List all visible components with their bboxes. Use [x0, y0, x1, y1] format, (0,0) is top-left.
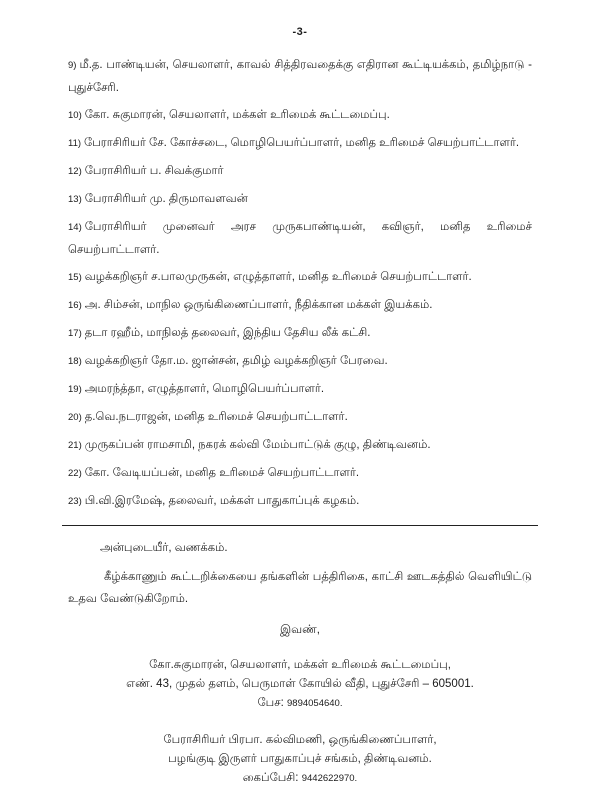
page-number: -3-: [292, 26, 308, 38]
salutation: அன்புடையீர், வணக்கம்.: [100, 542, 228, 554]
signature-phone-line: [68, 769, 532, 788]
list-item-text: கோ. வேடியப்பன், மனித உரிமைச் செயற்பாட்டாளர்.: [84, 467, 360, 479]
list-item-text: வழக்கறிஞர் ச.பாலமுருகன், எழுத்தாளர், மனித உரிமைச் செயற்பாட்டாளர்.: [84, 271, 472, 283]
list-item-text: த.வெ.நடராஜன், மனித உரிமைச் செயற்பாட்டாளர்.: [84, 411, 348, 423]
list-item: [68, 54, 532, 99]
list-item: [68, 350, 532, 373]
phone-number: 9894054640.: [287, 698, 343, 709]
signature-block-2: [68, 731, 532, 788]
signature-block-1: [68, 656, 532, 713]
list-item-number: 20): [68, 412, 82, 423]
list-item: [68, 462, 532, 485]
signature-name-line: பேராசிரியர் பிரபா. கல்விமணி, ஒருங்கிணைப்பாளர்,: [163, 734, 437, 746]
list-item: [68, 434, 532, 457]
list-item-text: வழக்கறிஞர் தோ.ம. ஜான்சன், தமிழ் வழக்கறிஞர் பேரவை.: [84, 355, 388, 367]
separator-line: [62, 525, 538, 526]
list-item: [68, 132, 532, 155]
list-item-number: 16): [68, 300, 82, 311]
list-item-number: 14): [68, 222, 82, 233]
list-item: [68, 322, 532, 345]
signature-org-line: பழங்குடி இருளர் பாதுகாப்புச் சங்கம், திண்டிவனம்.: [168, 753, 432, 765]
list-item-text: பேராசிரியர் சே. கோச்சடை, மொழிபெயர்ப்பாளர், மனித உரிமைச் செயற்பாட்டாளர்.: [84, 137, 520, 149]
list-item-number: 22): [68, 468, 82, 479]
list-item: [68, 490, 532, 513]
list-item-number: 23): [68, 496, 82, 507]
list-item-text: பேராசிரியர் முனைவர் அரச முருகபாண்டியன், கவிஞர், மனித உரிமைச் செயற்பாட்டாளர்.: [68, 221, 532, 256]
list-item: [68, 266, 532, 289]
list-item: [68, 188, 532, 211]
list-item-number: 12): [68, 166, 82, 177]
list-item: [68, 294, 532, 317]
list-item-number: 19): [68, 384, 82, 395]
list-item-text: கோ. சுகுமாரன், செயலாளர், மக்கள் உரிமைக் கூட்டமைப்பு.: [84, 109, 390, 121]
list-item-text: பி.வி.இரமேஷ், தலைவர், மக்கள் பாதுகாப்புக் கழகம்.: [84, 495, 360, 507]
list-item-text: பேராசிரியர் ப. சிவக்குமார்: [84, 165, 224, 177]
signoff: இவண்,: [279, 624, 321, 636]
list-item: [68, 216, 532, 261]
signature-address-line: எண். 43, முதல் தளம், பெருமாள் கோயில் வீதி, புதுச்சேரி – 605001.: [126, 678, 474, 690]
list-item-number: 21): [68, 440, 82, 451]
signature-name-line: கோ.சுகுமாரன், செயலாளர், மக்கள் உரிமைக் கூட்டமைப்பு,: [149, 659, 451, 671]
list-item-text: அமரந்த்தா, எழுத்தாளர், மொழிபெயர்ப்பாளர்.: [84, 383, 325, 395]
list-item-number: 18): [68, 356, 82, 367]
phone-label: பேச:: [257, 697, 284, 709]
signatory-list: [68, 54, 532, 513]
list-item-number: 10): [68, 110, 82, 121]
list-item-number: 17): [68, 328, 82, 339]
request-paragraph: கீழ்க்காணும் கூட்டறிக்கையை தங்களின் பத்திரிகை, காட்சி ஊடகத்தில் வெளியிட்டு உதவ வேண்டுகிறோம்.: [68, 571, 532, 605]
list-item-number: 13): [68, 194, 82, 205]
list-item: [68, 104, 532, 127]
list-item-text: தடா ரஹீம், மாநிலத் தலைவர், இந்திய தேசிய லீக் கட்சி.: [84, 327, 371, 339]
signature-phone-line: [68, 694, 532, 713]
list-item-text: மீ.த. பாண்டியன், செயலாளர், காவல் சித்திரவதைக்கு எதிரான கூட்டியக்கம், தமிழ்நாடு - புதுச்சேரி.: [68, 59, 532, 94]
phone-label: கைப்பேசி:: [242, 772, 299, 784]
list-item-text: முருகப்பன் ராமசாமி, நகரக் கல்வி மேம்பாட்டுக் குழு, திண்டிவனம்.: [84, 439, 431, 451]
list-item-text: பேராசிரியர் மு. திருமாவளவன்: [84, 193, 248, 205]
list-item: [68, 378, 532, 401]
list-item-number: 11): [68, 138, 82, 149]
list-item-number: 9): [68, 60, 77, 71]
list-item-text: அ. சிம்சன், மாநில ஒருங்கிணைப்பாளர், நீதிக்கான மக்கள் இயக்கம்.: [84, 299, 433, 311]
list-item: [68, 160, 532, 183]
list-item: [68, 406, 532, 429]
list-item-number: 15): [68, 272, 82, 283]
phone-number: 9442622970.: [301, 773, 358, 784]
